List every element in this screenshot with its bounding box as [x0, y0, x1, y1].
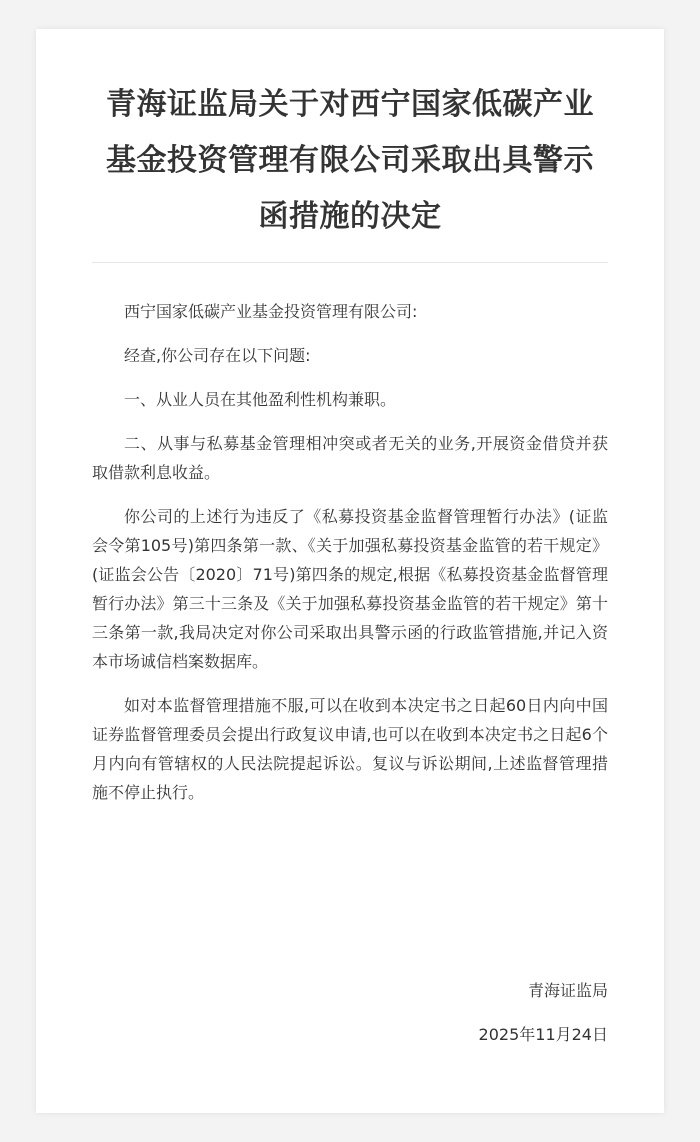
signature-block: [479, 976, 608, 1064]
document-body: [92, 297, 608, 807]
title-divider: [92, 262, 608, 263]
appeal-rights-paragraph: 如对本监督管理措施不服,可以在收到本决定书之日起60日内向中国证券监督管理委员会提出行政复议申请,也可以在收到本决定书之日起6个月内向有管辖权的人民法院提起诉讼。复议与诉讼期间,上述监督管理措施不停止执行。: [92, 696, 608, 802]
title-line-3: 函措施的决定: [258, 199, 442, 234]
document-card: [36, 29, 664, 1113]
findings-intro-paragraph: 经查,你公司存在以下问题:: [124, 346, 311, 365]
addressee-paragraph: 西宁国家低碳产业基金投资管理有限公司:: [124, 302, 418, 321]
title-line-1: 青海证监局关于对西宁国家低碳产业: [106, 87, 594, 122]
finding-two-paragraph: 二、从事与私募基金管理相冲突或者无关的业务,开展资金借贷并获取借款利息收益。: [92, 434, 608, 482]
finding-one-paragraph: 一、从业人员在其他盈利性机构兼职。: [124, 390, 397, 409]
violation-decision-paragraph: 你公司的上述行为违反了《私募投资基金监督管理暂行办法》(证监会令第105号)第四条第一款、《关于加强私募投资基金监管的若干规定》(证监会公告〔2020〕71号)第四条的规定,根据《私募投资基金监督管理暂行办法》第三十三条及《关于加强私募投资基金监管的若干规定》第十三条第一款,我局决定对你公司采取出具警示函的行政监管措施,并记入资本市场诚信档案数据库。: [92, 507, 608, 671]
document-title: [92, 29, 608, 245]
title-line-2: 基金投资管理有限公司采取出具警示: [106, 143, 594, 178]
issue-date: 2025年11月24日: [478, 1025, 608, 1044]
issuer-name: 青海证监局: [527, 981, 608, 1000]
